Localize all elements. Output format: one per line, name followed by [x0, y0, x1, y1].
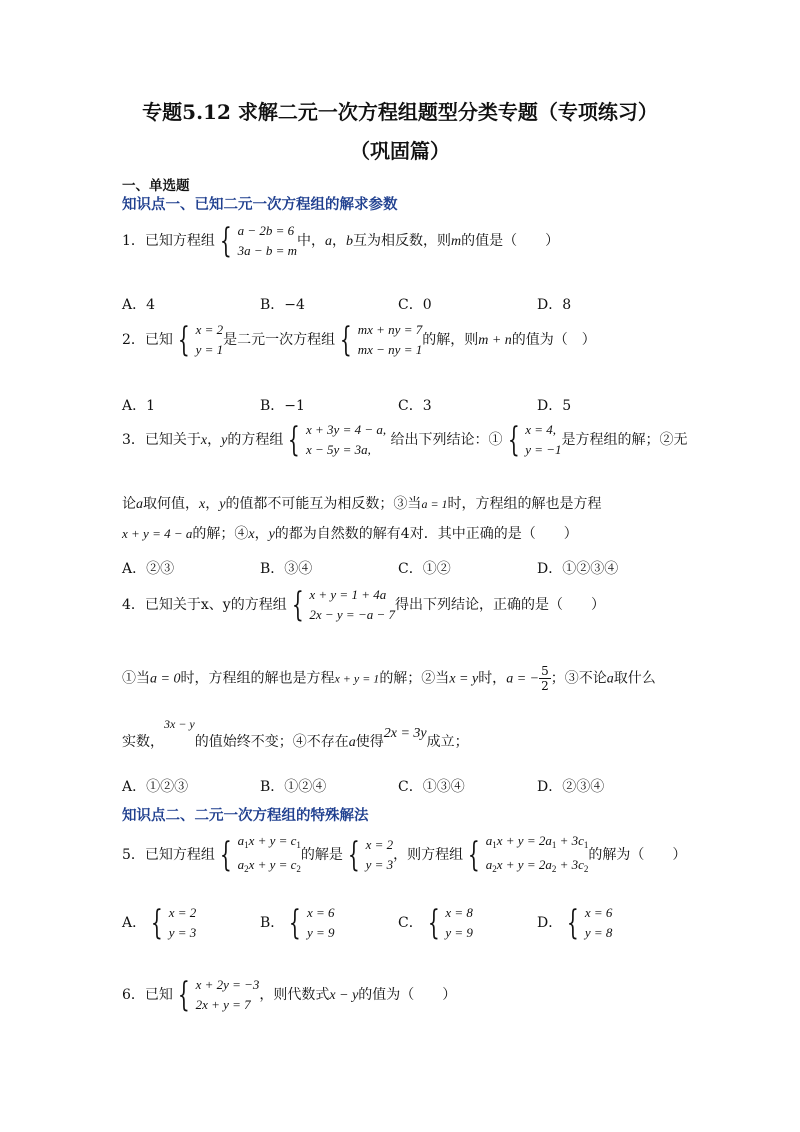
- q4-text: 时，方程组的解也是方程: [180, 670, 335, 687]
- q6-eq2: 2x + y = 7: [195, 997, 251, 1012]
- q1-option-c: C．0: [398, 297, 432, 313]
- q3-line-2: 论a取何值，x，y的值都不可能互为相反数；③当a = 1时，方程组的解也是方程: [122, 496, 602, 512]
- q4-cond: x = y: [449, 671, 479, 687]
- q3-cond: a = 1: [421, 497, 448, 511]
- q3-option-d: D．①②③④: [537, 561, 619, 577]
- q3-var-x: x: [248, 527, 255, 542]
- q3-var-x: x: [200, 433, 208, 448]
- q3-text: 的方程组: [227, 432, 284, 448]
- q5-option-d: D． { x = 6 y = 8: [537, 903, 613, 943]
- q3-var-y: y: [221, 433, 228, 448]
- q4-number: 4．已知关于x、y的方程组: [122, 597, 287, 613]
- q3-number: 3．已知关于: [122, 432, 201, 448]
- q4-eq1: x + y = 1 + 4a: [309, 587, 387, 602]
- q2-option-c: C．3: [398, 398, 432, 414]
- q2-text: 是二元一次方程组: [223, 332, 336, 348]
- question-2: [122, 320, 596, 360]
- q3-sol-x: x = 4,: [525, 422, 556, 437]
- q4-text: ；③不论: [550, 670, 607, 687]
- q5-number: 5．已知方程组: [122, 847, 215, 863]
- q3-text: ，: [207, 432, 222, 448]
- q4-option-b: B．①②④: [260, 779, 327, 795]
- q2-number: 2．已知: [122, 332, 173, 348]
- q4-line-3: [122, 717, 469, 750]
- q3-option-b: B．③④: [260, 561, 313, 577]
- q3-text: 时，方程组的解也是方程: [447, 496, 602, 512]
- q4-frac-num: 5: [541, 664, 549, 678]
- q2-text: 的值为（ ）: [511, 332, 596, 348]
- q1-system: { a − 2b = 6 3a − b = m: [219, 221, 297, 261]
- page-title: 专题5.12 求解二元一次方程组题型分类专题（专项练习）: [142, 100, 658, 124]
- q4-expr: 3x − y: [164, 717, 195, 731]
- q4-var-a: a: [606, 671, 614, 687]
- q3-text: 取何值，: [143, 496, 199, 512]
- q3-text: 的值都不可能互为相反数；③当: [225, 496, 422, 512]
- knowledge-point-1: 知识点一、已知二元一次方程组的解求参数: [122, 196, 398, 213]
- q4-cond: a = 0: [150, 671, 181, 687]
- q5-system-2: { $a_1x + y = 2a_1 + 3c_1$ $a_2x + y = 2a_2 + 3c_2$: [467, 833, 589, 875]
- q3-text: 的解；④: [192, 526, 249, 542]
- q4-fraction: [539, 664, 551, 693]
- q1-option-b: B．−4: [260, 297, 305, 313]
- question-3: [122, 420, 688, 460]
- q5-opt-row: y = 3: [168, 925, 197, 940]
- q2-option-d: D．5: [537, 398, 572, 414]
- q6-expr: x − y: [329, 988, 359, 1003]
- q4-text: 的值始终不变；④不存在: [194, 734, 349, 750]
- q3-text: ，: [205, 496, 220, 512]
- q3-equation: x + y = 4 − a: [122, 526, 193, 541]
- q1-text: ，: [332, 233, 346, 249]
- q3-solution-system: { x = 4, y = −1: [507, 420, 562, 460]
- q5-option-b: B． { x = 6 y = 9: [260, 903, 335, 943]
- q1-text: 互为相反数，则: [353, 233, 451, 249]
- q6-number: 6．已知: [122, 987, 173, 1003]
- q6-text: 的值为（ ）: [358, 987, 457, 1003]
- q1-text: 的值是（ ）: [461, 233, 560, 249]
- q3-line-3: [122, 527, 578, 542]
- q5-system-1: { $a_1x + y = c_1$ $a_2x + y = c_2$: [219, 833, 301, 875]
- q4-equation-system: { x + y = 1 + 4a 2x − y = −a − 7: [291, 585, 395, 625]
- page-subtitle: （巩固篇）: [350, 139, 450, 163]
- q5-sol-y: y = 3: [365, 857, 394, 872]
- q1-text: 中，: [297, 233, 325, 249]
- q3-eq1: x + 3y = 4 − a,: [306, 422, 387, 437]
- q5-option-a: A． { x = 2 y = 3: [122, 903, 197, 943]
- q4-expr: a = −: [506, 671, 540, 687]
- q3-var-y: y: [268, 527, 275, 542]
- q1-var-m: m: [451, 234, 462, 249]
- q4-text: 的解；②当: [379, 670, 450, 687]
- q5-opt-row: y = 9: [306, 925, 335, 940]
- q5-option-label: A．: [122, 915, 147, 931]
- q3-text: 是方程组的解；②无: [561, 432, 688, 448]
- q1-number: 1．已知方程组: [122, 233, 215, 249]
- question-6: [122, 975, 456, 1015]
- q4-text: ①当: [122, 670, 150, 687]
- q4-equation: x + y = 1: [334, 671, 380, 686]
- q1-var-a: a: [325, 234, 332, 249]
- q5-option-label: B．: [260, 915, 285, 931]
- q3-option-c: C．①②: [398, 561, 451, 577]
- q5-opt-row: x = 6: [306, 905, 335, 920]
- q1-option-d: D．8: [537, 297, 572, 313]
- q1-var-b: b: [346, 234, 353, 249]
- question-4: [122, 585, 605, 625]
- q4-line-2: [122, 664, 656, 693]
- q3-eq2: x − 5y = 3a,: [306, 442, 371, 457]
- section-heading: 一、单选题: [122, 178, 190, 194]
- q2-solution-system: { x = 2 y = 1: [177, 320, 224, 360]
- q2-text: 的解，则: [422, 332, 479, 348]
- q5-opt-row: x = 8: [445, 905, 473, 920]
- q2-expr: m + n: [478, 333, 512, 348]
- q4-option-a: A．①②③: [122, 779, 189, 795]
- q4-text: 使得: [355, 734, 384, 750]
- q5-text: 的解为（ ）: [588, 847, 687, 863]
- q2-sol-x: x = 2: [195, 322, 224, 337]
- q3-text: ，: [254, 526, 269, 542]
- q3-text: 的都为自然数的解有4对．其中正确的是（ ）: [274, 526, 578, 542]
- q3-equation-system: { x + 3y = 4 − a, x − 5y = 3a,: [288, 420, 387, 460]
- q5-option-c: C． { x = 8 y = 9: [398, 903, 473, 943]
- q4-eq2: 2x − y = −a − 7: [309, 607, 395, 622]
- q5-option-label: D．: [537, 915, 563, 931]
- q5-opt-row: y = 8: [584, 925, 613, 940]
- q2-eq2: mx − ny = 1: [357, 342, 423, 357]
- q5-opt-row: y = 9: [445, 925, 473, 940]
- q4-option-c: C．①③④: [398, 779, 465, 795]
- q4-text: 得出下列结论，正确的是（ ）: [395, 597, 605, 613]
- q3-text: 论: [122, 496, 136, 512]
- q6-eq1: x + 2y = −3: [195, 977, 260, 992]
- knowledge-point-2: 知识点二、二元一次方程组的特殊解法: [122, 807, 369, 824]
- q2-option-a: A．1: [122, 398, 156, 414]
- q3-text: 给出下列结论：①: [386, 432, 503, 448]
- question-5: [122, 831, 686, 879]
- q4-text: 成立；: [426, 734, 469, 750]
- q5-sol-x: x = 2: [365, 837, 394, 852]
- question-1: [122, 221, 559, 261]
- q2-sol-y: y = 1: [195, 342, 224, 357]
- q1-eq1: a − 2b = 6: [237, 223, 295, 238]
- q3-sol-y: y = −1: [525, 442, 562, 457]
- q5-opt-row: x = 6: [584, 905, 613, 920]
- q4-option-d: D．②③④: [537, 779, 605, 795]
- q4-text: 实数，: [122, 734, 164, 750]
- q5-option-label: C．: [398, 915, 423, 931]
- q3-option-a: A．②③: [122, 561, 175, 577]
- q4-equation: 2x = 3y: [383, 726, 427, 741]
- q2-equation-system: { mx + ny = 7 mx − ny = 1: [339, 320, 423, 360]
- q6-text: ，则代数式: [259, 987, 330, 1003]
- q5-text: ，则方程组: [393, 847, 464, 863]
- q1-option-a: A．4: [122, 297, 156, 313]
- q2-eq1: mx + ny = 7: [357, 322, 423, 337]
- q6-equation-system: { x + 2y = −3 2x + y = 7: [177, 975, 260, 1015]
- q4-text: 取什么: [613, 670, 656, 687]
- q5-opt-row: x = 2: [168, 905, 197, 920]
- q5-text: 的解是: [300, 847, 343, 863]
- q2-option-b: B．−1: [260, 398, 305, 414]
- q1-eq2: 3a − b = m: [237, 243, 297, 258]
- q4-text: 时，: [478, 670, 507, 687]
- q5-solution: { x = 2 y = 3: [347, 835, 394, 875]
- q4-var-a: a: [348, 735, 356, 750]
- q4-frac-den: 2: [541, 679, 549, 693]
